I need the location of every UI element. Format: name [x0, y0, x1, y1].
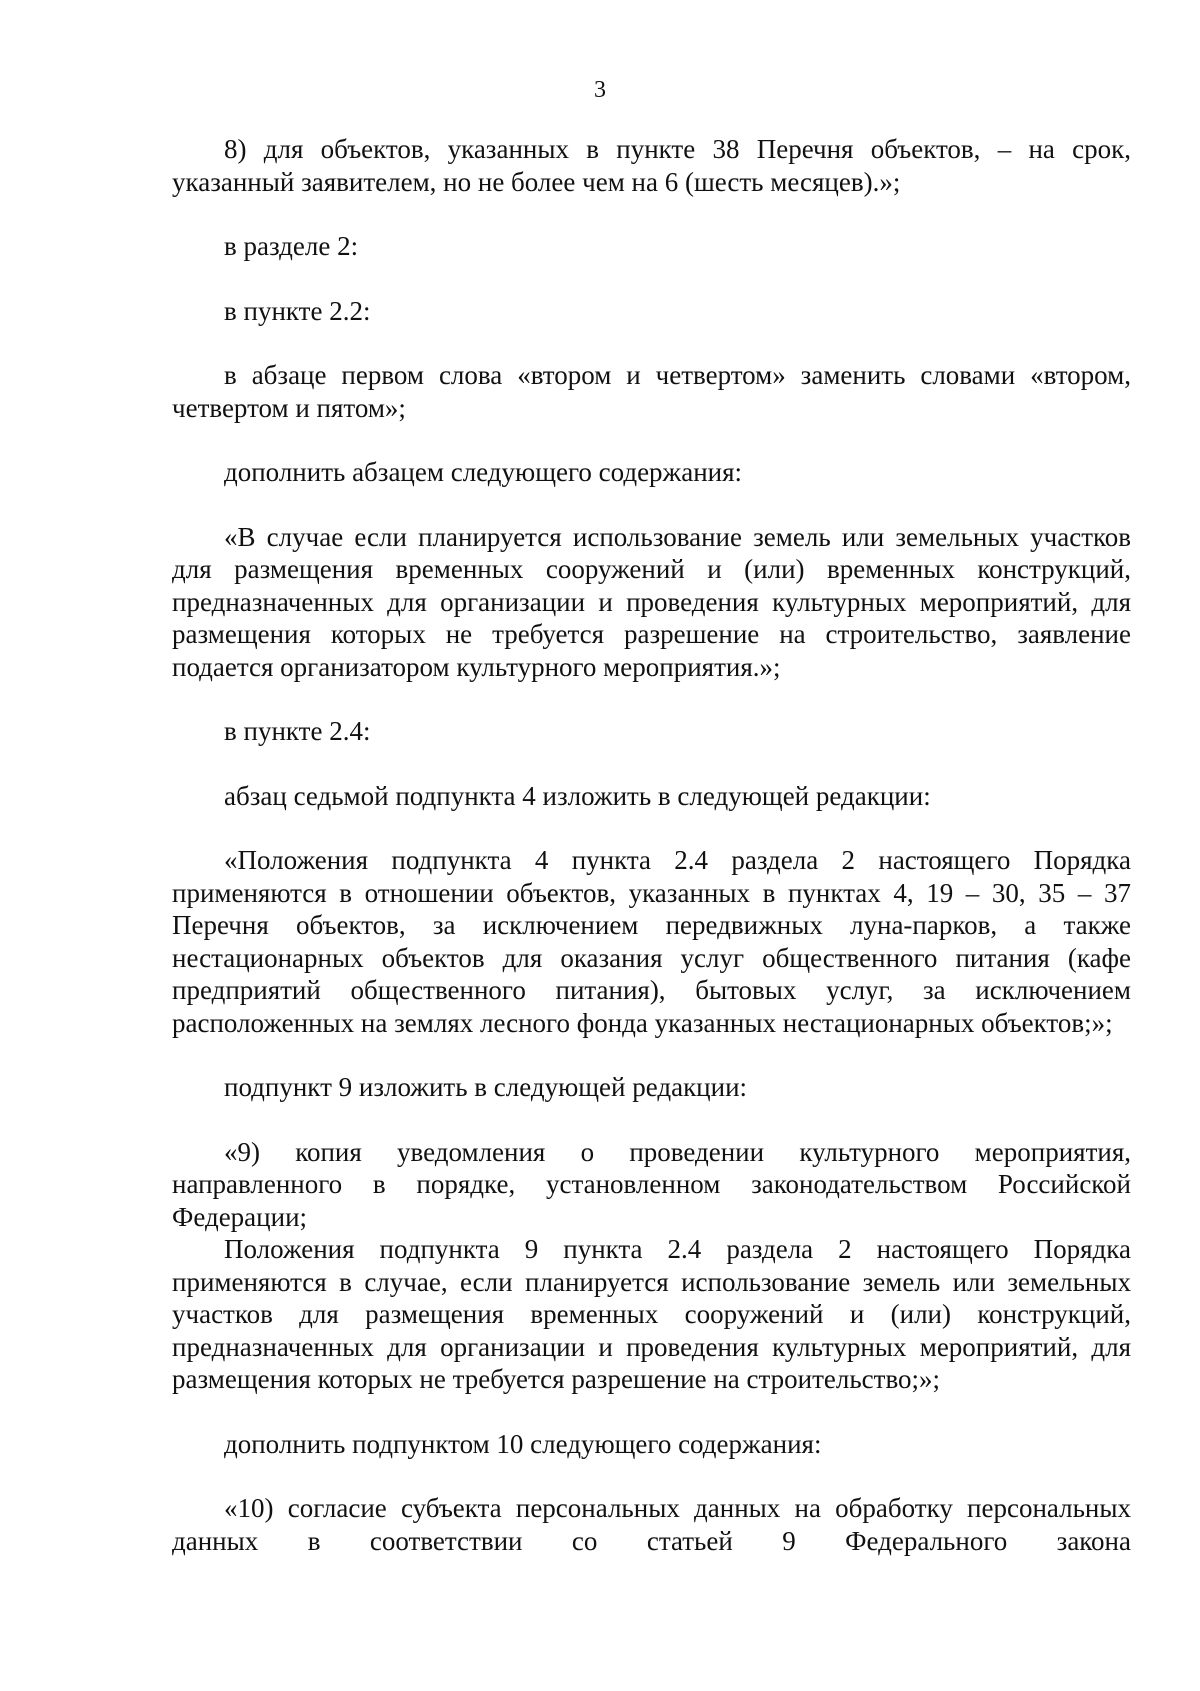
document-body [172, 133, 1131, 1557]
paragraph-abzac-seventh: абзац седьмой подпункта 4 изложить в следующей редакции: [224, 780, 931, 811]
paragraph-add-abzac: дополнить абзацем следующего содержания: [224, 457, 743, 487]
paragraph-quoted-case: «В случае если планируется использование земель или земельных участков для размещения временных сооружений и (или) временных конструкций, предназначенных для организации и проведения культурных мероприятий, для размещения которых не требуется разрешение на строительство, заявление подается организатором культурного мероприятия.»; [172, 521, 1131, 682]
paragraph-point-2-4: в пункте 2.4: [224, 716, 371, 746]
paragraph-add-subpoint-10: дополнить подпунктом 10 следующего содержания: [224, 1428, 822, 1459]
paragraph-subpoint-9: подпункт 9 изложить в следующей редакции: [224, 1072, 748, 1102]
paragraph-quoted-9: «9) копия уведомления о проведении культурного мероприятия, направленного в порядке, установленном законодательством Российской Федерации; [172, 1136, 1131, 1232]
paragraph-item-8: 8) для объектов, указанных в пункте 38 Перечня объектов, – на срок, указанный заявителем, но не более чем на 6 (шесть месяцев).»; [172, 134, 1131, 197]
paragraph-replace-words: в абзаце первом слова «втором и четвертом» заменить словами «втором, четвертом и пятом»; [172, 360, 1131, 423]
paragraph-quoted-provisions-4: «Положения подпункта 4 пункта 2.4 раздела 2 настоящего Порядка применяются в отношении объектов, указанных в пунктах 4, 19 – 30, 35 – 37 Перечня объектов, за исключением передвижных луна-парков, а также нестационарных объектов для оказания услуг общественного питания (кафе предприятий общественного питания), бытовых услуг, за исключением расположенных на землях лесного фонда указанных нестационарных объектов;»; [172, 845, 1131, 1038]
paragraph-section-2: в разделе 2: [224, 231, 359, 261]
page-number: 3 [594, 77, 606, 103]
paragraph-point-2-2: в пункте 2.2: [224, 295, 371, 326]
paragraph-quoted-10: «10) согласие субъекта персональных данных на обработку персональных данных в соответствии со статьей 9 Федерального закона [172, 1493, 1131, 1556]
paragraph-provisions-9: Положения подпункта 9 пункта 2.4 раздела 2 настоящего Порядка применяются в случае, если планируется использование земель или земельных участков для размещения временных сооружений и (или) конструкций, предназначенных для организации и проведения культурных мероприятий, для размещения которых не требуется разрешение на строительство;»; [172, 1234, 1131, 1394]
